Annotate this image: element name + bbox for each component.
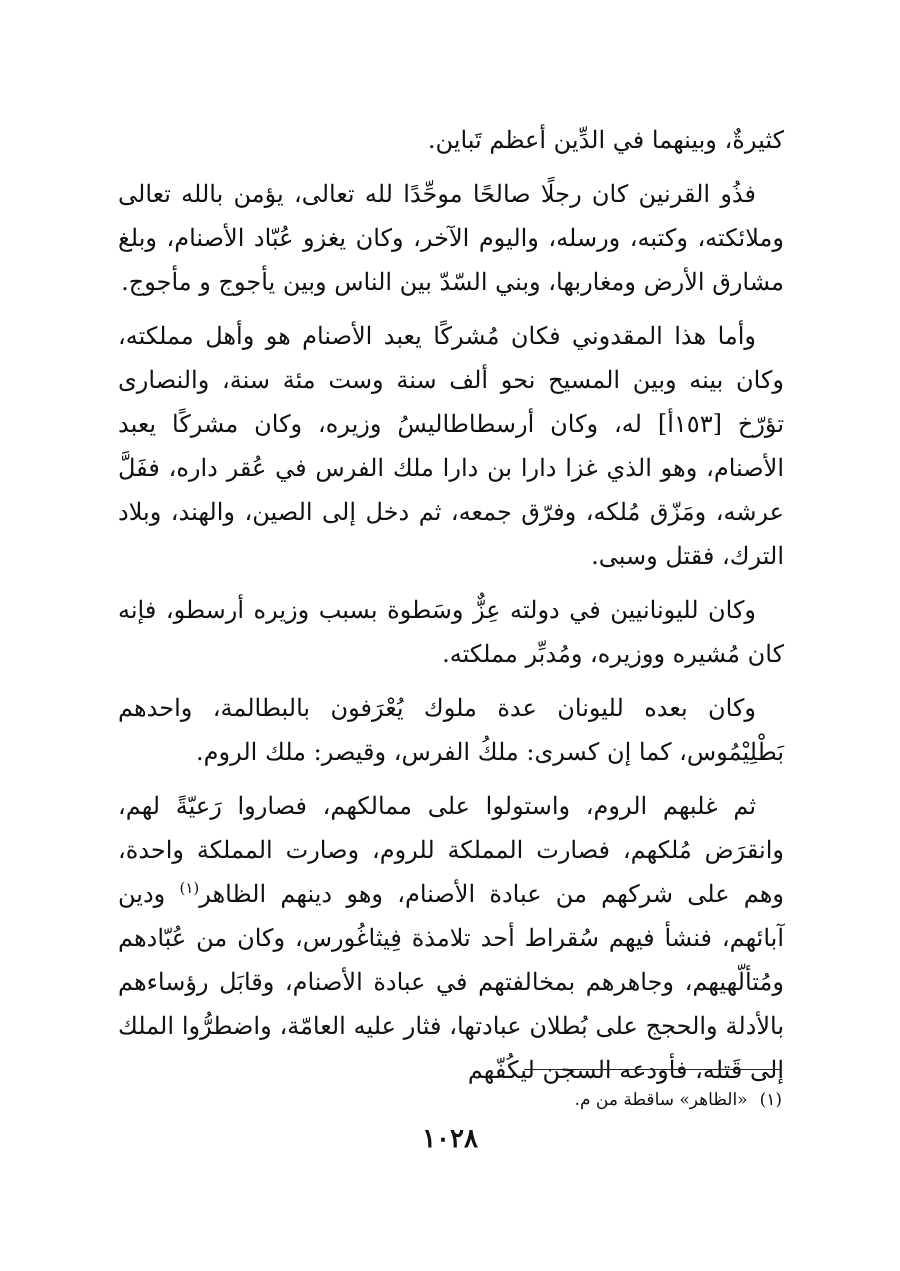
- page-number: ١٠٢٨: [422, 1124, 478, 1154]
- paragraph-6-after-note: ودين آبائهم، فنشأ فيهم سُقراط أحد تلامذة فِيثاغُورس، وكان من عُبّادهم ومُتألّهيهم، وجاهرهم بمخالفتهم في عبادة الأصنام، وقابَل رؤساءهم بالأدلة والحجج على بُطلان عبادتها، فثار عليه العامّة، واضطرُّوا الملك إلى قَتله، فأودعه السجن ليكُفّهم: [118, 880, 784, 1084]
- footnote-text: «الظاهر» ساقطة من م.: [574, 1090, 748, 1110]
- paragraph-3: وأما هذا المقدوني فكان مُشركًا يعبد الأصنام هو وأهل مملكته، وكان بينه وبين المسيح نحو ألف سنة وست مئة سنة، والنصارى تؤرّخ [١٥٣أ] له، وكان أرسطاطاليسُ وزيره، وكان مشركًا يعبد الأصنام، وهو الذي غزا دارا بن دارا ملك الفرس في عُقر داره، ففَلَّ عرشه، ومَزّق مُلكه، وفرّق جمعه، ثم دخل إلى الصين، والهند، وبلاد الترك، فقتل وسبى.: [118, 322, 785, 570]
- paragraph-4: وكان لليونانيين في دولته عِزٌّ وسَطوة بسبب وزيره أرسطو، فإنه كان مُشيره ووزيره، ومُدبِّر مملكته.: [118, 596, 784, 668]
- footnote-divider: [524, 1069, 782, 1070]
- footnote: [116, 1086, 782, 1114]
- footnote-number: (١): [759, 1090, 782, 1110]
- paragraph-5: وكان بعده لليونان عدة ملوك يُعْرَفون بالبطالمة، واحدهم بَطْلِيْمُوس، كما إن كسرى: ملكُ الفرس، وقيصر: ملك الروم.: [118, 694, 784, 766]
- footnote-marker: (١): [179, 879, 200, 897]
- paragraph-1: كثيرةٌ، وبينهما في الدِّين أعظم تَباين.: [427, 126, 784, 154]
- page-body: [118, 118, 784, 1102]
- paragraph-2: فذُو القرنين كان رجلًا صالحًا موحِّدًا لله تعالى، يؤمن بالله تعالى وملائكته، وكتبه، ورسله، واليوم الآخر، وكان يغزو عُبّاد الأصنام، وبلغ مشارق الأرض ومغاربها، وبني السّدّ بين الناس وبين يأجوج و مأجوج.: [118, 180, 784, 296]
- paragraph-6-before-note: ثم غلبهم الروم، واستولوا على ممالكهم، فصاروا رَعيّةً لهم، وانقرَض مُلكهم، فصارت المملكة للروم، وصارت المملكة واحدة، وهم على شركهم من عبادة الأصنام، وهو دينهم الظاهر: [118, 792, 785, 908]
- paragraph-6: [118, 784, 784, 1092]
